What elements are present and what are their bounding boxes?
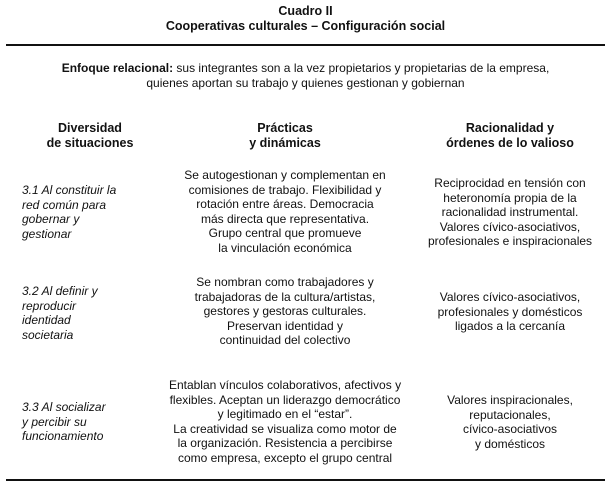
text-line: más directa que representativa.	[200, 211, 370, 226]
table-subtitle: Cooperativas culturales – Configuración social	[165, 19, 446, 33]
text-line: y domésticos	[474, 436, 546, 451]
column-header-rationality	[415, 121, 605, 151]
text-line: flexibles. Aceptan un liderazgo democrático	[169, 392, 401, 407]
column-header-situations	[20, 121, 160, 151]
text-line: Entablan vínculos colaborativos, afectivos y	[168, 378, 402, 392]
text-line: Preservan identidad y	[226, 318, 344, 333]
text-line: 3.1 Al constituir la	[22, 183, 117, 197]
text-line: continuidad del colectivo	[219, 333, 351, 347]
column-header-rationality-line2: órdenes de lo valioso	[446, 136, 574, 150]
row1-rationality	[415, 176, 605, 249]
column-header-practices	[155, 121, 415, 151]
row1-practices	[155, 168, 415, 255]
text-line: como empresa, excepto el grupo central	[177, 450, 393, 465]
text-line: identidad	[22, 313, 71, 327]
text-line: la vinculación económica	[218, 240, 352, 255]
text-line: Valores cívico-asociativos,	[439, 290, 581, 304]
text-line: profesionales e inspiracionales	[427, 234, 593, 248]
text-line: Reciprocidad en tensión con	[434, 176, 586, 190]
row3-practices	[155, 378, 415, 465]
column-header-practices-line1: Prácticas	[257, 121, 313, 135]
top-rule	[6, 44, 605, 46]
text-line: profesionales y domésticos	[437, 304, 583, 319]
bottom-rule	[6, 479, 605, 481]
text-line: la organización. Resistencia a percibirse	[177, 436, 393, 450]
text-line: ligados a la cercanía	[454, 319, 566, 333]
text-line: Valores cívico-asociativos,	[439, 219, 581, 234]
row2-practices	[155, 275, 415, 348]
column-header-practices-line2: y dinámicas	[249, 136, 321, 150]
text-line: Grupo central que promueve	[208, 226, 362, 240]
text-line: reputacionales,	[469, 407, 551, 422]
text-line: trabajadoras de la cultura/artistas,	[194, 289, 376, 304]
text-line: rotación entre áreas. Democracia	[196, 197, 374, 211]
text-line: comisiones de trabajo. Flexibilidad y	[188, 182, 382, 197]
column-header-situations-line2: de situaciones	[46, 136, 134, 150]
text-line: y percibir su	[22, 414, 87, 429]
table-title: Cuadro II	[278, 4, 333, 18]
relational-focus	[20, 61, 591, 91]
row2-situation	[22, 284, 140, 342]
text-line: gestores y gestoras culturales.	[203, 304, 367, 318]
focus-text-1: sus integrantes son a la vez propietarios y propietarias de la empresa,	[173, 61, 550, 75]
text-line: gobernar y	[22, 212, 80, 226]
text-line: 3.3 Al socializar	[22, 400, 106, 414]
column-header-situations-line1: Diversidad	[58, 121, 122, 135]
row3-rationality	[415, 393, 605, 451]
focus-text-2: quienes aportan su trabajo y quienes gestionan y gobiernan	[146, 76, 465, 90]
row1-situation	[22, 183, 140, 241]
column-header-rationality-line1: Racionalidad y	[465, 121, 555, 135]
text-line: gestionar	[22, 226, 72, 241]
text-line: cívico-asociativos	[462, 422, 558, 436]
text-line: reproducir	[22, 298, 77, 313]
text-line: racionalidad instrumental.	[441, 205, 579, 219]
text-line: Valores inspiracionales,	[447, 393, 573, 407]
text-line: Se autogestionan y complementan en	[184, 168, 386, 182]
row2-rationality	[415, 290, 605, 334]
row3-situation	[22, 400, 140, 444]
text-line: La creatividad se visualiza como motor de	[173, 421, 397, 436]
text-line: Se nombran como trabajadores y	[196, 275, 374, 289]
text-line: y legitimado en el “estar”.	[217, 407, 353, 421]
text-line: red común para	[22, 197, 107, 212]
focus-line-1	[20, 61, 591, 76]
text-line: funcionamiento	[22, 429, 104, 443]
focus-label: Enfoque relacional:	[61, 61, 174, 75]
text-line: societaria	[22, 327, 74, 342]
text-line: 3.2 Al definir y	[22, 284, 98, 298]
text-line: heteronomía propia de la	[443, 190, 577, 205]
